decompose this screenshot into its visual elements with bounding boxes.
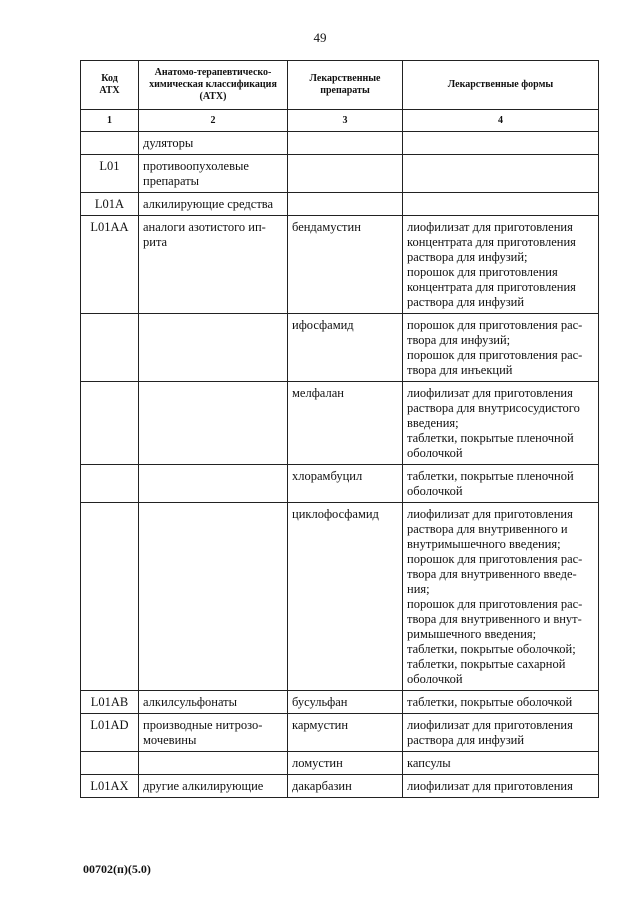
table-row xyxy=(81,314,599,382)
table-row xyxy=(81,714,599,752)
classification-cell: алкилирующие средства xyxy=(139,193,288,216)
classification-cell xyxy=(139,382,288,465)
dosage-forms-cell: таблетки, покрытые оболочкой xyxy=(403,691,599,714)
classification-cell xyxy=(139,752,288,775)
header-atc-classification: Анатомо-терапевтическо- химическая классификация (АТХ) xyxy=(139,61,288,110)
dosage-forms-cell: лиофилизат для приготовления раствора для внутривенного и внутримышечного введения; порошок для приготовления рас- твора для внутривенного введе- ния; порошок для приготовления рас- твора для внутривенного и внут- римышечного введения; таблетки, покрытые оболочкой; таблетки, покрытые сахарной оболочкой xyxy=(403,503,599,691)
table-row xyxy=(81,691,599,714)
column-number-row xyxy=(81,110,599,132)
table-row xyxy=(81,503,599,691)
classification-cell xyxy=(139,465,288,503)
column-number: 2 xyxy=(139,110,288,132)
table-row xyxy=(81,775,599,798)
column-number: 1 xyxy=(81,110,139,132)
classification-cell xyxy=(139,314,288,382)
atc-code-cell xyxy=(81,314,139,382)
dosage-forms-cell: лиофилизат для приготовления концентрата для приготовления раствора для инфузий; порошок для приготовления концентрата для приготовления раствора для инфузий xyxy=(403,216,599,314)
atc-code-cell: L01AA xyxy=(81,216,139,314)
table-header-row xyxy=(81,61,599,110)
dosage-forms-cell: лиофилизат для приготовления раствора для внутрисосудистого введения; таблетки, покрытые пленочной оболочкой xyxy=(403,382,599,465)
dosage-forms-cell: лиофилизат для приготовления xyxy=(403,775,599,798)
table-row xyxy=(81,155,599,193)
drug-name-cell: кармустин xyxy=(288,714,403,752)
dosage-forms-cell xyxy=(403,193,599,216)
classification-cell: производные нитрозо- мочевины xyxy=(139,714,288,752)
drug-name-cell: ифосфамид xyxy=(288,314,403,382)
header-atc-code: Код АТХ xyxy=(81,61,139,110)
atc-code-cell: L01AX xyxy=(81,775,139,798)
drug-name-cell: бусульфан xyxy=(288,691,403,714)
atc-code-cell: L01AB xyxy=(81,691,139,714)
drug-name-cell: хлорамбуцил xyxy=(288,465,403,503)
dosage-forms-cell: порошок для приготовления рас- твора для инфузий; порошок для приготовления рас- твора для инъекций xyxy=(403,314,599,382)
column-number: 3 xyxy=(288,110,403,132)
table-row xyxy=(81,752,599,775)
drug-name-cell: мелфалан xyxy=(288,382,403,465)
drug-name-cell: бендамустин xyxy=(288,216,403,314)
document-footer-code: 00702(п)(5.0) xyxy=(83,862,151,876)
header-drugs: Лекарственные препараты xyxy=(288,61,403,110)
atc-code-cell xyxy=(81,752,139,775)
table-row xyxy=(81,382,599,465)
dosage-forms-cell: лиофилизат для приготовления раствора для инфузий xyxy=(403,714,599,752)
drug-name-cell xyxy=(288,193,403,216)
table-row xyxy=(81,465,599,503)
drug-name-cell: ломустин xyxy=(288,752,403,775)
dosage-forms-cell xyxy=(403,132,599,155)
drug-name-cell xyxy=(288,155,403,193)
dosage-forms-cell xyxy=(403,155,599,193)
atc-code-cell: L01A xyxy=(81,193,139,216)
dosage-forms-cell: таблетки, покрытые пленочной оболочкой xyxy=(403,465,599,503)
table-row xyxy=(81,193,599,216)
atc-code-cell: L01 xyxy=(81,155,139,193)
drug-name-cell xyxy=(288,132,403,155)
page-number: 49 xyxy=(313,30,327,45)
atc-code-cell: L01AD xyxy=(81,714,139,752)
header-dosage-forms: Лекарственные формы xyxy=(403,61,599,110)
atc-code-cell xyxy=(81,503,139,691)
classification-cell: дуляторы xyxy=(139,132,288,155)
classification-cell: другие алкилирующие xyxy=(139,775,288,798)
table-row xyxy=(81,216,599,314)
classification-cell: аналоги азотистого ип- рита xyxy=(139,216,288,314)
classification-cell xyxy=(139,503,288,691)
column-number: 4 xyxy=(403,110,599,132)
atc-code-cell xyxy=(81,465,139,503)
drug-name-cell: дакарбазин xyxy=(288,775,403,798)
atc-code-cell xyxy=(81,382,139,465)
dosage-forms-cell: капсулы xyxy=(403,752,599,775)
atc-drug-table xyxy=(80,60,599,798)
drug-name-cell: циклофосфамид xyxy=(288,503,403,691)
atc-code-cell xyxy=(81,132,139,155)
classification-cell: противоопухолевые препараты xyxy=(139,155,288,193)
classification-cell: алкилсульфонаты xyxy=(139,691,288,714)
table-row xyxy=(81,132,599,155)
